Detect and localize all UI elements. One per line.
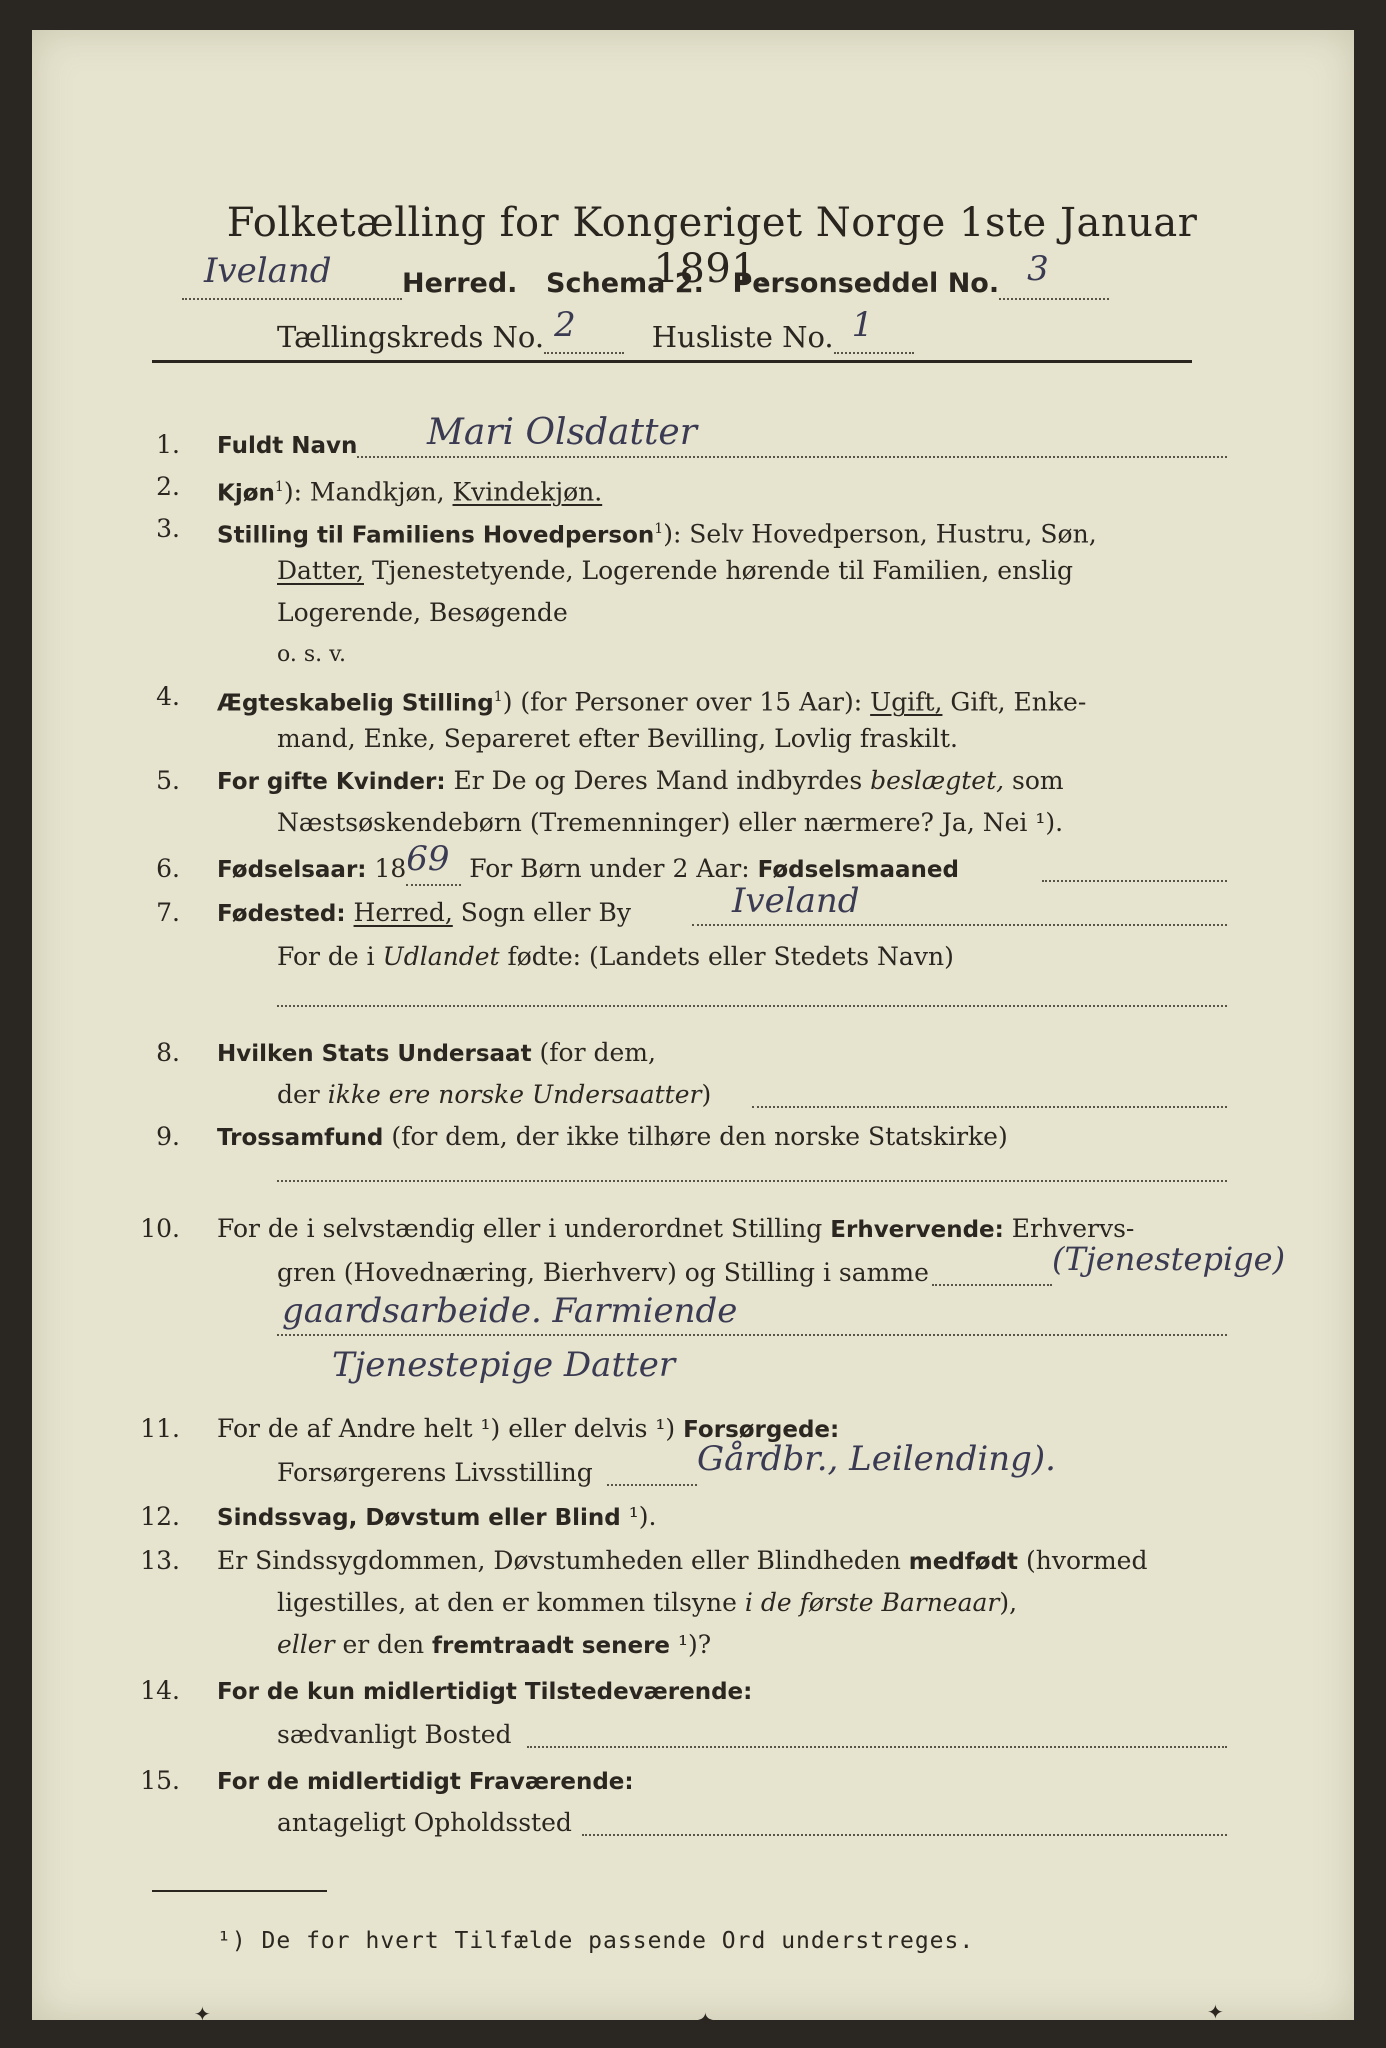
- taellingskreds-value: 2: [554, 305, 576, 345]
- q13-line2: [277, 1588, 1017, 1618]
- q10-value2: gaardsarbeide. Farmiende: [282, 1291, 738, 1331]
- corner-mark-left: ✦: [194, 2002, 211, 2026]
- q10-label: Erhvervende:: [830, 1217, 1004, 1243]
- q2-line: [217, 472, 602, 508]
- q13-line1: [217, 1546, 1147, 1577]
- q15-number: 15.: [140, 1766, 180, 1795]
- q12-label: Sindssvag, Døvstum eller Blind: [217, 1505, 621, 1531]
- q7-dotline: [692, 924, 1227, 926]
- q15-line1: [217, 1766, 634, 1797]
- q5-line1a: Er De og Deres Mand indbyrdes: [445, 766, 871, 795]
- q2-label: Kjøn: [217, 480, 275, 507]
- q5-line1b: som: [1004, 766, 1064, 795]
- q10-number: 10.: [140, 1214, 180, 1243]
- q7-line2b: fødte: (Landets eller Stedets Navn): [499, 942, 954, 971]
- q7-line1: [217, 898, 631, 929]
- q10-line2: gren (Hovednæring, Bierhverv) og Stilling i samme: [277, 1258, 929, 1287]
- q11-label: Forsørgede:: [683, 1417, 840, 1443]
- q6-dotline: [1042, 880, 1227, 882]
- q7-value: Iveland: [732, 881, 860, 921]
- q10-dotline: [932, 1284, 1052, 1286]
- q7-rest: Sogn eller By: [452, 898, 631, 927]
- q13-line3a: er den: [334, 1630, 433, 1659]
- q13-number: 13.: [140, 1546, 180, 1575]
- herred-line: [182, 249, 1109, 300]
- q5-label: For gifte Kvinder:: [217, 769, 446, 795]
- q15-label: For de midlertidigt Fraværende:: [217, 1769, 634, 1795]
- q6-mid: For Børn under 2 Aar:: [461, 854, 758, 883]
- q7-line2i: Udlandet: [382, 942, 500, 971]
- herred-value: Iveland: [204, 251, 332, 291]
- q13-line3b: ¹)?: [670, 1630, 712, 1659]
- q8-line2b: ): [701, 1080, 712, 1109]
- taellingskreds-line: [277, 305, 914, 354]
- taellingskreds-label: Tællingskreds No.: [277, 320, 545, 354]
- q7-line2: [277, 942, 954, 972]
- personseddel-label: Personseddel No.: [732, 268, 1000, 299]
- q7-number: 7.: [156, 898, 180, 927]
- q4-line1: [217, 682, 1086, 718]
- q10-line1: [217, 1214, 1134, 1245]
- q4-line1b: Gift, Enke-: [942, 687, 1087, 717]
- q1-label: Fuldt Navn: [217, 433, 358, 459]
- q14-line1: [217, 1676, 752, 1707]
- q8-dotline: [752, 1106, 1227, 1108]
- schema-label: Schema 2.: [546, 268, 704, 299]
- q4-sup: 1: [493, 689, 503, 705]
- q13-line2b: ),: [999, 1588, 1018, 1617]
- q2-number: 2.: [156, 472, 180, 501]
- q6-label2: Fødselsmaaned: [757, 857, 959, 883]
- q6-label: Fødselsaar:: [217, 857, 367, 883]
- q12-number: 12.: [140, 1502, 180, 1531]
- q3-line2: [277, 556, 1073, 586]
- q13-line2i: i de første Barneaar: [744, 1588, 1000, 1617]
- q7-label: Fødested:: [217, 901, 346, 927]
- personseddel-value: 3: [1027, 249, 1049, 289]
- q10-value3: Tjenestepige Datter: [332, 1345, 676, 1385]
- footnote-rule: [152, 1890, 327, 1892]
- q4-line2: mand, Enke, Separeret efter Bevilling, Lovlig fraskilt.: [277, 724, 958, 753]
- q13-line1a: Er Sindssygdommen, Døvstumheden eller Blindheden: [217, 1546, 909, 1575]
- q1-value: Mari Olsdatter: [427, 412, 697, 453]
- q1-dotline: [357, 456, 1227, 458]
- q1-line: [217, 430, 357, 461]
- q7-line2a: For de i: [277, 942, 383, 971]
- q10-line1a: For de i selvstændig eller i underordnet Stilling: [217, 1214, 831, 1243]
- q13-line3: [277, 1630, 711, 1661]
- q5-number: 5.: [156, 766, 180, 795]
- q3-line1-text: ): Selv Hovedperson, Hustru, Søn,: [663, 519, 1097, 549]
- q10-line1b: Erhvervs-: [1003, 1214, 1135, 1243]
- q7-selected: Herred,: [353, 898, 453, 927]
- form-title: Folketælling for Kongeriget Norge 1ste Januar 1891.: [226, 200, 1198, 292]
- q5-line1: [217, 766, 1064, 797]
- q15-dotline: [582, 1834, 1227, 1836]
- q14-dotline: [527, 1746, 1227, 1748]
- q4-line1a: ) (for Personer over 15 Aar):: [502, 687, 871, 717]
- header-rule: [152, 360, 1192, 363]
- q8-line1: [217, 1038, 656, 1069]
- q9-line: [217, 1122, 1008, 1153]
- q3-line4: o. s. v.: [277, 642, 346, 667]
- q3-selected: Datter,: [277, 556, 364, 585]
- q12-rest: ¹).: [620, 1502, 657, 1531]
- q3-label: Stilling til Familiens Hovedperson: [217, 522, 655, 549]
- q5-line2: Næstsøskendebørn (Tremenninger) eller nærmere? Ja, Nei ¹).: [277, 808, 1064, 837]
- q11-line1a: For de af Andre helt ¹) eller delvis ¹): [217, 1414, 684, 1443]
- q9-label: Trossamfund: [217, 1125, 384, 1151]
- q4-selected: Ugift,: [870, 687, 943, 717]
- q8-label: Hvilken Stats: [217, 1041, 390, 1067]
- q8-line2a: der: [277, 1080, 328, 1109]
- husliste-value: 1: [851, 305, 874, 345]
- q1-number: 1.: [156, 430, 180, 459]
- q13-line3i: eller: [277, 1630, 335, 1659]
- q3-line2-text: Tjenestetyende, Logerende hørende til Familien, enslig: [364, 556, 1074, 585]
- q14-line2: sædvanligt Bosted: [277, 1720, 512, 1749]
- q10-dotline2: [277, 1334, 1227, 1336]
- q9-dotline: [277, 1180, 1227, 1182]
- q6-year-value: 69: [406, 839, 450, 879]
- q13-line2a: ligestilles, at den er kommen tilsyne: [277, 1588, 745, 1617]
- q11-dotline: [607, 1484, 697, 1486]
- q3-line3: Logerende, Besøgende: [277, 598, 568, 627]
- census-form-page: [32, 30, 1354, 2032]
- q2-sup: 1: [274, 479, 284, 495]
- q4-label: Ægteskabelig Stilling: [217, 690, 494, 717]
- q7-dotline2: [277, 1005, 1227, 1007]
- husliste-label: Husliste No.: [651, 320, 834, 354]
- q8-line2i: ikke ere norske Undersaatter: [327, 1080, 702, 1109]
- q11-line2: Forsørgerens Livsstilling: [277, 1458, 593, 1487]
- q13-label: medfødt: [908, 1549, 1019, 1575]
- q2-selected: Kvindekjøn.: [452, 477, 603, 507]
- corner-mark-right: ✦: [1207, 2000, 1224, 2024]
- corner-mark-center: ✦: [697, 2008, 714, 2032]
- q11-value: Gårdbr., Leilending).: [697, 1439, 1056, 1479]
- q8-line2: [277, 1080, 711, 1110]
- q4-number: 4.: [156, 682, 180, 711]
- q6-number: 6.: [156, 854, 180, 883]
- q11-number: 11.: [140, 1414, 180, 1443]
- q15-line2: antageligt Opholdssted: [277, 1808, 572, 1837]
- q3-line1: [217, 514, 1097, 550]
- q13-label2: fremtraadt senere: [432, 1633, 671, 1659]
- q8-number: 8.: [156, 1038, 180, 1067]
- q8-line1: (for dem,: [531, 1038, 656, 1067]
- q8-label-b: Undersaat: [397, 1041, 532, 1067]
- q13-line1b: (hvormed: [1018, 1546, 1148, 1575]
- q12-line: [217, 1502, 656, 1533]
- footnote: ¹) De for hvert Tilfælde passende Ord understreges.: [217, 1928, 975, 1954]
- q5-line1i: beslægtet,: [870, 766, 1005, 795]
- q3-sup: 1: [654, 521, 664, 537]
- q9-number: 9.: [156, 1122, 180, 1151]
- q2-pre: ): Mandkjøn,: [283, 477, 453, 507]
- herred-label: Herred.: [402, 268, 518, 299]
- q14-label: For de kun midlertidigt Tilstedeværende:: [217, 1679, 753, 1705]
- q14-number: 14.: [140, 1676, 180, 1705]
- q6-year-prefix: 18: [366, 854, 407, 883]
- q3-number: 3.: [156, 514, 180, 543]
- q9-rest: (for dem, der ikke tilhøre den norske Statskirke): [383, 1122, 1008, 1151]
- q10-value1: (Tjenestepige): [1052, 1240, 1286, 1278]
